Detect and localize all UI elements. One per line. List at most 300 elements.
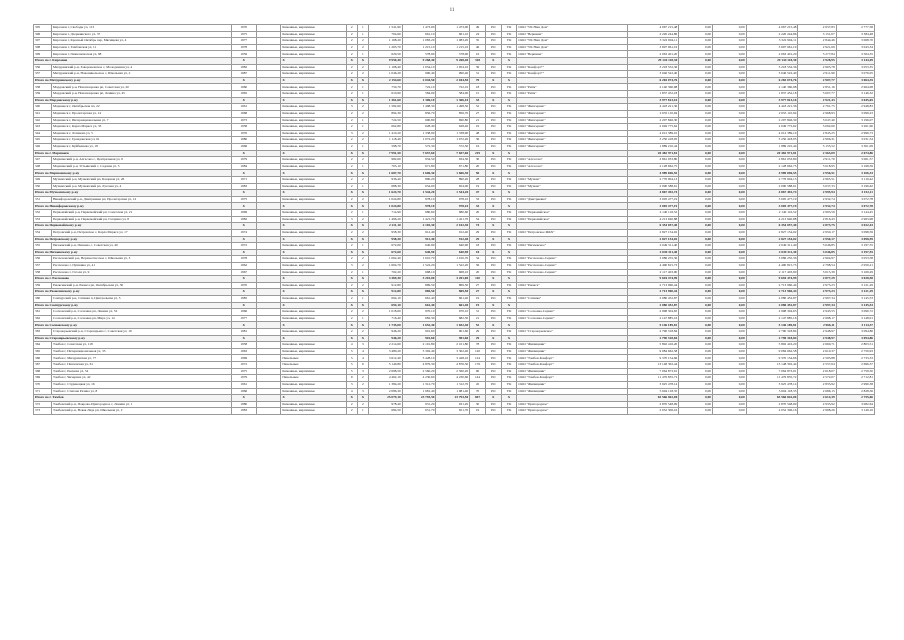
fund-method-cell: РО xyxy=(485,269,501,276)
floors-cell: 2 xyxy=(346,31,357,38)
owner-type-cell: УК xyxy=(501,381,517,388)
subtotal-label-cell: Итого по Никифоровскому р-ну xyxy=(34,203,232,210)
subtotal-row xyxy=(34,249,875,256)
floors-cell: 5 xyxy=(346,348,357,355)
wall-material-cell: Каменные, кирпичные xyxy=(281,282,346,289)
other-cost-cell: 0,00 xyxy=(712,408,746,415)
row-number-cell: 370 xyxy=(34,381,52,388)
row-number-cell: 365 xyxy=(34,348,52,355)
other-cost-cell: 0,00 xyxy=(712,150,746,157)
limit-cost-cell: 3 061,57 xyxy=(836,157,874,164)
unit-cost-cell: 3 092,60 xyxy=(798,124,836,131)
owner-cost-cell: 2 080 452,87 xyxy=(746,302,798,309)
organization-cell: ООО "Жилсервис" xyxy=(517,104,627,111)
table-row xyxy=(34,381,875,388)
year-built-cell: 1982 xyxy=(231,64,256,71)
limit-cost-cell: 2 759,50 xyxy=(836,368,874,375)
blank-cell xyxy=(256,203,281,210)
total-area-cell: 1 265,70 xyxy=(369,44,403,51)
other-cost-cell: 0,00 xyxy=(712,375,746,382)
organization-cell xyxy=(517,322,627,329)
owner-cost-cell: 2 049 311,40 xyxy=(746,243,798,250)
year-built-cell: 1967 xyxy=(231,269,256,276)
floors-cell: Х xyxy=(346,150,357,157)
unit-cost-cell: 2 798,54 xyxy=(798,262,836,269)
fund-cost-cell: 0,00 xyxy=(679,143,713,150)
limit-cost-cell: 3 094,86 xyxy=(836,335,874,342)
entrances-cell: Х xyxy=(357,203,368,210)
unit-cost-cell: 2 998,17 xyxy=(798,315,836,322)
fund-method-cell: РО xyxy=(485,329,501,336)
fund-cost-cell: 0,00 xyxy=(679,295,713,302)
owner-type-cell: УК xyxy=(501,315,517,322)
table-row xyxy=(34,130,875,137)
limit-cost-cell: 3 114,37 xyxy=(836,322,874,329)
entrances-cell: 2 xyxy=(357,64,368,71)
row-number-cell: 345 xyxy=(34,137,52,144)
wall-material-cell: Каменные, кирпичные xyxy=(281,71,346,78)
blank-cell xyxy=(256,71,281,78)
limit-cost-cell: 2 964,08 xyxy=(836,84,874,91)
organization-cell xyxy=(517,335,627,342)
fund-method-cell: РО xyxy=(485,38,501,45)
organization-cell: ООО "Дмитриевка" xyxy=(517,196,627,203)
subtotal-row xyxy=(34,203,875,210)
floors-cell: 2 xyxy=(346,71,357,78)
fund-cost-cell: 0,00 xyxy=(679,110,713,117)
wall-material-cell: Каменные, кирпичные xyxy=(281,51,346,58)
wall-material-cell: Х xyxy=(281,289,346,296)
other-cost-cell: 0,00 xyxy=(712,322,746,329)
year-built-cell: 1975 xyxy=(231,368,256,375)
organization-cell: ООО "Алгасово" xyxy=(517,163,627,170)
subtotal-row xyxy=(34,190,875,197)
entrances-cell: 2 xyxy=(357,282,368,289)
fund-cost-cell: 0,00 xyxy=(679,183,713,190)
wall-material-cell: Каменные, кирпичные xyxy=(281,262,346,269)
living-area-cell: 661,10 xyxy=(402,31,436,38)
year-built-cell: 1966 xyxy=(231,388,256,395)
residents-cell: 39 xyxy=(470,64,486,71)
fund-cost-cell: 0,00 xyxy=(679,38,713,45)
organization-cell: ООО "Жилсервис" xyxy=(517,117,627,124)
owner-type-cell: УК xyxy=(501,91,517,98)
total-cost-cell: 1 837 452,18 xyxy=(627,91,679,98)
wall-material-cell: Х xyxy=(281,150,346,157)
entrances-cell: 4 xyxy=(357,355,368,362)
residents-cell: 78 xyxy=(470,342,486,349)
year-built-cell: 1975 xyxy=(231,196,256,203)
year-built-cell: 1970 xyxy=(231,25,256,32)
wall-material-cell: Каменные, кирпичные xyxy=(281,348,346,355)
total-area-cell: 688,30 xyxy=(369,183,403,190)
fund-method-cell: РО xyxy=(485,137,501,144)
entrances-cell: 2 xyxy=(357,137,368,144)
wall-material-cell: Каменные, кирпичные xyxy=(281,229,346,236)
address-cell: Кирсанов г, Красный Октябрь пер, Мясищева ул, 4 xyxy=(51,38,231,45)
organization-cell: ООО "УК Наш Дом" xyxy=(517,44,627,51)
blank-cell xyxy=(256,44,281,51)
entrances-cell: 3 xyxy=(357,388,368,395)
organization-cell: ООО "Жилсервис" xyxy=(517,130,627,137)
address-cell: Тамбов г, Степана Разина ул, 8 xyxy=(51,388,231,395)
entrances-cell: 1 xyxy=(357,31,368,38)
floors-cell: 5 xyxy=(346,355,357,362)
entrances-cell: 2 xyxy=(357,401,368,408)
wall-material-cell: Каменные, кирпичные xyxy=(281,196,346,203)
blank-cell xyxy=(256,289,281,296)
total-area-cell: 684,50 xyxy=(369,408,403,415)
total-cost-cell: 4 867 492,74 xyxy=(627,190,679,197)
total-area-cell: 629,50 xyxy=(369,51,403,58)
owner-cost-cell: 6 354 057,40 xyxy=(746,223,798,230)
row-number-cell: 307 xyxy=(34,38,52,45)
owner-type-cell: Х xyxy=(501,150,517,157)
fund-method-cell: РО xyxy=(485,143,501,150)
organization-cell: ООО "Ржакса" xyxy=(517,282,627,289)
table-row xyxy=(34,64,875,71)
total-cost-cell: 65 566 842,00 xyxy=(627,395,679,402)
table-row xyxy=(34,282,875,289)
total-area-cell: 1 361,60 xyxy=(369,97,403,104)
other-cost-cell: 0,00 xyxy=(712,137,746,144)
subtotal-row xyxy=(34,97,875,104)
fund-method-cell: РО xyxy=(485,44,501,51)
limit-cost-cell: 3 072,78 xyxy=(836,196,874,203)
fund-method-cell: Х xyxy=(485,203,501,210)
year-built-cell: 1959 xyxy=(231,51,256,58)
owner-cost-cell: 13 148 302,44 xyxy=(746,362,798,369)
table-row xyxy=(34,91,875,98)
fund-cost-cell: 0,00 xyxy=(679,315,713,322)
total-area-cell: 1 024,80 xyxy=(369,196,403,203)
organization-cell: ООО "Пригородное" xyxy=(517,408,627,415)
address-cell: Тамбов г, Мичуринская ул, 77 xyxy=(51,355,231,362)
fund-cost-cell: 0,00 xyxy=(679,368,713,375)
total-cost-cell: 2 861 033,80 xyxy=(627,157,679,164)
year-built-cell: 1961 xyxy=(231,381,256,388)
total-cost-cell: 3 218 552,36 xyxy=(627,64,679,71)
fund-cost-cell: 0,00 xyxy=(679,137,713,144)
owner-type-cell: УК xyxy=(501,216,517,223)
table-row xyxy=(34,183,875,190)
total-area-cell: 936,40 xyxy=(369,177,403,184)
total-area-cell: 2 214,60 xyxy=(369,342,403,349)
owner-cost-cell: 2 776 904,13 xyxy=(746,177,798,184)
fund-cost-cell: 0,00 xyxy=(679,130,713,137)
fund-method-cell: РО xyxy=(485,381,501,388)
limit-cost-cell: 3 072,78 xyxy=(836,203,874,210)
wall-material-cell: Каменные, кирпичные xyxy=(281,91,346,98)
floors-cell: 2 xyxy=(346,210,357,217)
row-number-cell: 344 xyxy=(34,130,52,137)
other-cost-cell: 0,00 xyxy=(712,117,746,124)
address-cell: Рассказово г, Пушкина ул, 41 xyxy=(51,262,231,269)
other-cost-cell: 0,00 xyxy=(712,295,746,302)
other-cost-cell: 0,00 xyxy=(712,64,746,71)
living-area-cell: 640,90 xyxy=(402,249,436,256)
residential-area-cell: 9 268,40 xyxy=(436,58,470,65)
total-cost-cell: 3 005 477,19 xyxy=(627,196,679,203)
floors-cell: 4 xyxy=(346,342,357,349)
table-row xyxy=(34,408,875,415)
other-cost-cell: 0,00 xyxy=(712,276,746,283)
organization-cell: ООО "Жилсервис" xyxy=(517,137,627,144)
limit-cost-cell: 3 301,09 xyxy=(836,143,874,150)
living-area-cell: 978,10 xyxy=(402,196,436,203)
residential-area-cell: 1 421,70 xyxy=(436,216,470,223)
owner-type-cell: УК xyxy=(501,31,517,38)
total-cost-cell: 3 977 813,16 xyxy=(627,97,679,104)
owner-cost-cell: 11 476 835,72 xyxy=(746,375,798,382)
blank-cell xyxy=(256,25,281,32)
entrances-cell: Х xyxy=(357,335,368,342)
subtotal-label-cell: Итого по Мордовскому р-ну xyxy=(34,97,232,104)
living-area-cell: 722,10 xyxy=(402,84,436,91)
total-cost-cell: 4 067 215,48 xyxy=(627,25,679,32)
residential-area-cell: 3 201,00 xyxy=(436,276,470,283)
unit-cost-cell: 2 563,09 xyxy=(798,150,836,157)
address-cell: Мичуринский р-н, Заворонежское с, Молодежная ул, 4 xyxy=(51,64,231,71)
owner-type-cell: Х xyxy=(501,77,517,84)
blank-cell xyxy=(256,104,281,111)
wall-material-cell: Каменные, кирпичные xyxy=(281,110,346,117)
fund-method-cell: РО xyxy=(485,196,501,203)
owner-type-cell: УК xyxy=(501,368,517,375)
owner-type-cell: УК xyxy=(501,157,517,164)
total-area-cell: 1 541,90 xyxy=(369,25,403,32)
year-built-cell: 1968 xyxy=(231,110,256,117)
address-cell: Сосновский р-н, Сосновка рп, Мира ул, 14 xyxy=(51,315,231,322)
living-area-cell: 671,80 xyxy=(402,163,436,170)
limit-cost-cell: 3 076,05 xyxy=(836,71,874,78)
residential-area-cell: 584,00 xyxy=(436,91,470,98)
living-area-cell: 1 054,10 xyxy=(402,64,436,71)
organization-cell: ООО "Жилсервис" xyxy=(517,143,627,150)
total-cost-cell: 2 049 311,40 xyxy=(627,249,679,256)
floors-cell: Х xyxy=(346,302,357,309)
address-cell: Рассказово г, Гоголя ул, 9 xyxy=(51,269,231,276)
other-cost-cell: 0,00 xyxy=(712,183,746,190)
blank-cell xyxy=(256,408,281,415)
table-row xyxy=(34,124,875,131)
residential-area-cell: 1 544,20 xyxy=(436,190,470,197)
entrances-cell: 2 xyxy=(357,309,368,316)
blank-cell xyxy=(256,322,281,329)
blank-cell xyxy=(256,381,281,388)
blank-cell xyxy=(256,38,281,45)
entrances-cell: 1 xyxy=(357,269,368,276)
owner-cost-cell: 1 889 210,44 xyxy=(746,143,798,150)
floors-cell: 3 xyxy=(346,216,357,223)
organization-cell xyxy=(517,395,627,402)
residents-cell: 120 xyxy=(470,348,486,355)
organization-cell: ООО "Тамбов-Комфорт" xyxy=(517,375,627,382)
wall-material-cell: Каменные, кирпичные xyxy=(281,401,346,408)
address-cell: Сосновский р-н, Сосновка рп, Ленина ул, 52 xyxy=(51,309,231,316)
total-area-cell: 2 154,60 xyxy=(369,77,403,84)
floors-cell: Х xyxy=(346,223,357,230)
living-area-cell: 1 010,70 xyxy=(402,256,436,263)
subtotal-label-cell: Итого по Ржаксинскому р-ну xyxy=(34,289,232,296)
limit-cost-cell: 2 990,38 xyxy=(836,381,874,388)
total-area-cell: 1 496,20 xyxy=(369,216,403,223)
residents-cell: 110 xyxy=(470,276,486,283)
wall-material-cell: Каменные, кирпичные xyxy=(281,408,346,415)
blank-cell xyxy=(256,342,281,349)
residential-area-cell: 912,40 xyxy=(436,229,470,236)
limit-cost-cell: 2 948,83 xyxy=(836,104,874,111)
floors-cell: 2 xyxy=(346,157,357,164)
address-cell: Моршанск г, Карла Маркса ул, 33 xyxy=(51,124,231,131)
fund-cost-cell: 0,00 xyxy=(679,97,713,104)
other-cost-cell: 0,00 xyxy=(712,124,746,131)
blank-cell xyxy=(256,249,281,256)
table-row xyxy=(34,31,875,38)
unit-cost-cell: 2 593,88 xyxy=(798,355,836,362)
fund-cost-cell: 0,00 xyxy=(679,243,713,250)
address-cell: Моршанский р-н, Алгасово с, Центральная ул, 9 xyxy=(51,157,231,164)
blank-cell xyxy=(256,335,281,342)
subtotal-row xyxy=(34,395,875,402)
subtotal-label-cell: Итого по г. Рассказово xyxy=(34,276,232,283)
other-cost-cell: 0,00 xyxy=(712,269,746,276)
blank-cell xyxy=(256,256,281,263)
owner-type-cell: УК xyxy=(501,329,517,336)
residential-area-cell: 23 793,50 xyxy=(436,395,470,402)
entrances-cell: 4 xyxy=(357,348,368,355)
floors-cell: Х xyxy=(346,249,357,256)
owner-type-cell: УК xyxy=(501,342,517,349)
blank-cell xyxy=(256,150,281,157)
limit-cost-cell: 2 803,51 xyxy=(836,342,874,349)
row-number-cell: 348 xyxy=(34,163,52,170)
residential-area-cell: 1 312,70 xyxy=(436,381,470,388)
entrances-cell: 1 xyxy=(357,124,368,131)
residents-cell: 847 xyxy=(470,395,486,402)
residents-cell: 144 xyxy=(470,375,486,382)
table-row xyxy=(34,375,875,382)
organization-cell: ООО "Жилищник" xyxy=(517,388,627,395)
wall-material-cell: Каменные, кирпичные xyxy=(281,177,346,184)
year-built-cell: Х xyxy=(231,395,256,402)
wall-material-cell: Каменные, кирпичные xyxy=(281,157,346,164)
floors-cell: Х xyxy=(346,289,357,296)
limit-cost-cell: 3 261,90 xyxy=(836,124,874,131)
total-area-cell: 705,10 xyxy=(369,163,403,170)
wall-material-cell: Каменные, кирпичные xyxy=(281,269,346,276)
total-cost-cell: 2 827 154,02 xyxy=(627,229,679,236)
owner-cost-cell: 2 870 548,09 xyxy=(746,401,798,408)
owner-type-cell: УК xyxy=(501,309,517,316)
limit-cost-cell: 3 082,64 xyxy=(836,401,874,408)
unit-cost-cell: 2 998,26 xyxy=(798,408,836,415)
row-number-cell: 353 xyxy=(34,216,52,223)
other-cost-cell: 0,00 xyxy=(712,223,746,230)
other-cost-cell: 0,00 xyxy=(712,203,746,210)
limit-cost-cell: 3 196,07 xyxy=(836,117,874,124)
organization-cell: ООО "Жилищник" xyxy=(517,348,627,355)
living-area-cell: 1 606,30 xyxy=(402,170,436,177)
organization-cell: ООО "Пичаевское" xyxy=(517,243,627,250)
floors-cell: 2 xyxy=(346,183,357,190)
blank-cell xyxy=(256,51,281,58)
floors-cell: 2 xyxy=(346,64,357,71)
organization-cell: ООО "Жилищник" xyxy=(517,368,627,375)
row-number-cell: 369 xyxy=(34,375,52,382)
owner-cost-cell: 9 084 662,58 xyxy=(746,348,798,355)
wall-material-cell: Х xyxy=(281,302,346,309)
owner-type-cell: УК xyxy=(501,229,517,236)
total-area-cell: 958,30 xyxy=(369,236,403,243)
address-cell: Мордовский р-н, Новопокровка рп, Советская ул, 20 xyxy=(51,84,231,91)
owner-type-cell: Х xyxy=(501,58,517,65)
unit-cost-cell: 2 921,69 xyxy=(798,44,836,51)
living-area-cell: 890,20 xyxy=(402,177,436,184)
row-number-cell: 364 xyxy=(34,342,52,349)
living-area-cell: 901,60 xyxy=(402,329,436,336)
row-number-cell: 309 xyxy=(34,51,52,58)
floors-cell: 9 xyxy=(346,375,357,382)
owner-cost-cell: 3 005 477,19 xyxy=(746,196,798,203)
limit-cost-cell: 3 144,49 xyxy=(836,58,874,65)
residents-cell: 15 xyxy=(470,91,486,98)
subtotal-row xyxy=(34,322,875,329)
total-area-cell: 1 582,60 xyxy=(369,104,403,111)
residential-area-cell: 1 010,70 xyxy=(436,256,470,263)
table-row xyxy=(34,38,875,45)
other-cost-cell: 0,00 xyxy=(712,31,746,38)
wall-material-cell: Х xyxy=(281,395,346,402)
total-area-cell: 958,30 xyxy=(369,229,403,236)
floors-cell: Х xyxy=(346,170,357,177)
owner-cost-cell: 2 220 244,86 xyxy=(746,31,798,38)
limit-cost-cell: 3 145,53 xyxy=(836,302,874,309)
unit-cost-cell: 2 637,83 xyxy=(798,25,836,32)
blank-cell xyxy=(256,302,281,309)
residents-cell: 52 xyxy=(470,104,486,111)
year-built-cell: 1980 xyxy=(231,401,256,408)
row-number-cell: 305 xyxy=(34,25,52,32)
address-cell: Староюрьевский р-н, Староюрьево с, Советская ул, 19 xyxy=(51,329,231,336)
fund-cost-cell: 0,00 xyxy=(679,355,713,362)
other-cost-cell: 0,00 xyxy=(712,170,746,177)
other-cost-cell: 0,00 xyxy=(712,388,746,395)
other-cost-cell: 0,00 xyxy=(712,84,746,91)
fund-cost-cell: 0,00 xyxy=(679,335,713,342)
fund-cost-cell: 0,00 xyxy=(679,150,713,157)
residents-cell: 16 xyxy=(470,143,486,150)
owner-cost-cell: 3 250 418,05 xyxy=(746,137,798,144)
fund-method-cell: РО xyxy=(485,104,501,111)
organization-cell xyxy=(517,150,627,157)
total-cost-cell: 11 476 835,72 xyxy=(627,375,679,382)
limit-cost-cell: 3 053,35 xyxy=(836,64,874,71)
fund-method-cell: Х xyxy=(485,249,501,256)
living-area-cell: 934,50 xyxy=(402,157,436,164)
residents-cell: 176 xyxy=(470,362,486,369)
limit-cost-cell: 2 674,86 xyxy=(836,150,874,157)
fund-cost-cell: 0,00 xyxy=(679,289,713,296)
address-cell: Кирсанов г, Дзержинского ул, 37 xyxy=(51,31,231,38)
limit-cost-cell: 3 098,59 xyxy=(836,236,874,243)
owner-type-cell: УК xyxy=(501,44,517,51)
total-cost-cell: 2 147 885,16 xyxy=(627,315,679,322)
unit-cost-cell: 3 046,85 xyxy=(798,243,836,250)
owner-cost-cell: 3 046 522,40 xyxy=(746,71,798,78)
residential-area-cell: 978,10 xyxy=(436,203,470,210)
residential-area-cell: 3 302,40 xyxy=(436,348,470,355)
